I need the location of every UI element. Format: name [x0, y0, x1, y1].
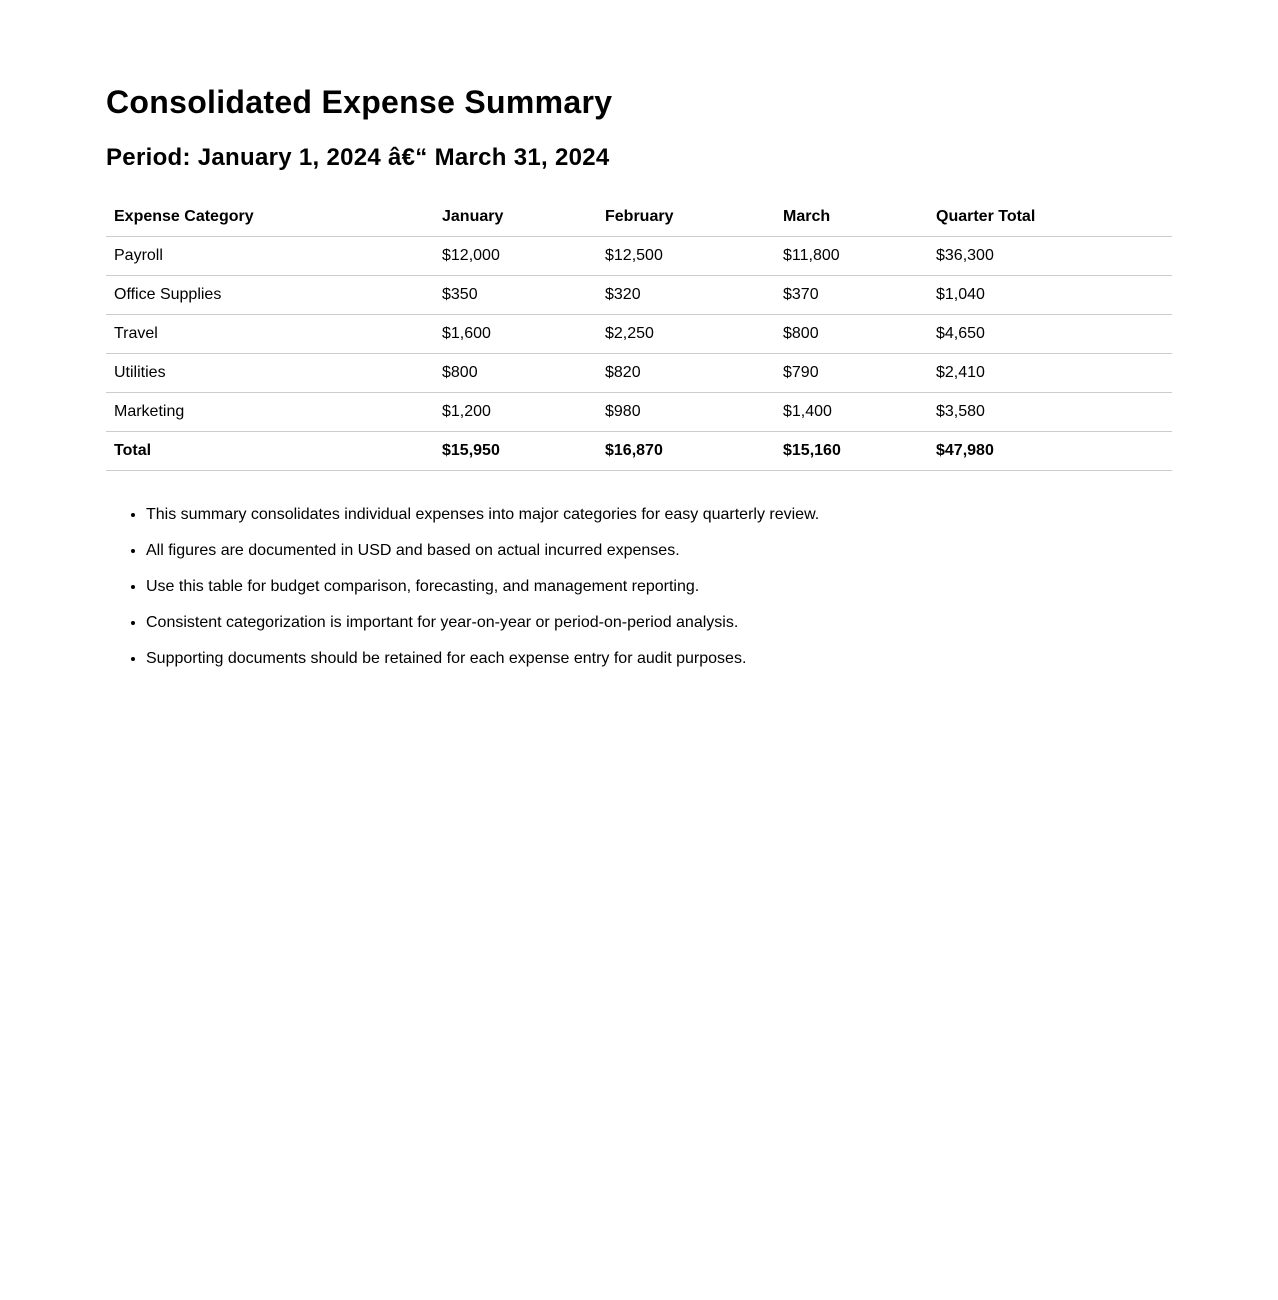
- note-item: • All figures are documented in USD and based on actual incurred expenses.: [146, 541, 1172, 561]
- cell-february: $2,250: [597, 315, 775, 354]
- cell-quarter-total: $2,410: [928, 354, 1172, 393]
- total-row: [106, 432, 1172, 471]
- cell-category: Marketing: [106, 393, 434, 432]
- cell-quarter-total: $36,300: [928, 237, 1172, 276]
- table-header-row: [106, 198, 1172, 237]
- cell-january: $800: [434, 354, 597, 393]
- table-row: [106, 354, 1172, 393]
- cell-march: $370: [775, 276, 928, 315]
- cell-category: Travel: [106, 315, 434, 354]
- notes-list: [106, 505, 1172, 669]
- header-expense-category: Expense Category: [106, 198, 434, 237]
- cell-january: $350: [434, 276, 597, 315]
- total-january: $15,950: [434, 432, 597, 471]
- period-subtitle: Period: January 1, 2024 â€“ March 31, 2024: [106, 144, 610, 171]
- table-row: [106, 276, 1172, 315]
- cell-february: $320: [597, 276, 775, 315]
- cell-february: $820: [597, 354, 775, 393]
- cell-february: $980: [597, 393, 775, 432]
- total-label: Total: [106, 432, 434, 471]
- cell-category: Utilities: [106, 354, 434, 393]
- cell-january: $1,200: [434, 393, 597, 432]
- total-march: $15,160: [775, 432, 928, 471]
- expense-table: [106, 198, 1172, 471]
- note-item: • Use this table for budget comparison, forecasting, and management reporting.: [146, 577, 1172, 597]
- note-item: • This summary consolidates individual expenses into major categories for easy quarterly review.: [146, 505, 1172, 525]
- cell-march: $11,800: [775, 237, 928, 276]
- cell-quarter-total: $1,040: [928, 276, 1172, 315]
- table-row: [106, 237, 1172, 276]
- cell-quarter-total: $3,580: [928, 393, 1172, 432]
- total-february: $16,870: [597, 432, 775, 471]
- cell-january: $12,000: [434, 237, 597, 276]
- total-quarter: $47,980: [928, 432, 1172, 471]
- cell-february: $12,500: [597, 237, 775, 276]
- header-quarter-total: Quarter Total: [928, 198, 1172, 237]
- note-item: • Supporting documents should be retained for each expense entry for audit purposes.: [146, 649, 1172, 669]
- header-february: February: [597, 198, 775, 237]
- cell-march: $1,400: [775, 393, 928, 432]
- cell-category: Payroll: [106, 237, 434, 276]
- cell-march: $800: [775, 315, 928, 354]
- header-january: January: [434, 198, 597, 237]
- cell-category: Office Supplies: [106, 276, 434, 315]
- cell-quarter-total: $4,650: [928, 315, 1172, 354]
- header-march: March: [775, 198, 928, 237]
- page-title: Consolidated Expense Summary: [106, 84, 613, 120]
- cell-march: $790: [775, 354, 928, 393]
- table-row: [106, 315, 1172, 354]
- note-item: • Consistent categorization is important for year-on-year or period-on-period analysis.: [146, 613, 1172, 633]
- table-row: [106, 393, 1172, 432]
- cell-january: $1,600: [434, 315, 597, 354]
